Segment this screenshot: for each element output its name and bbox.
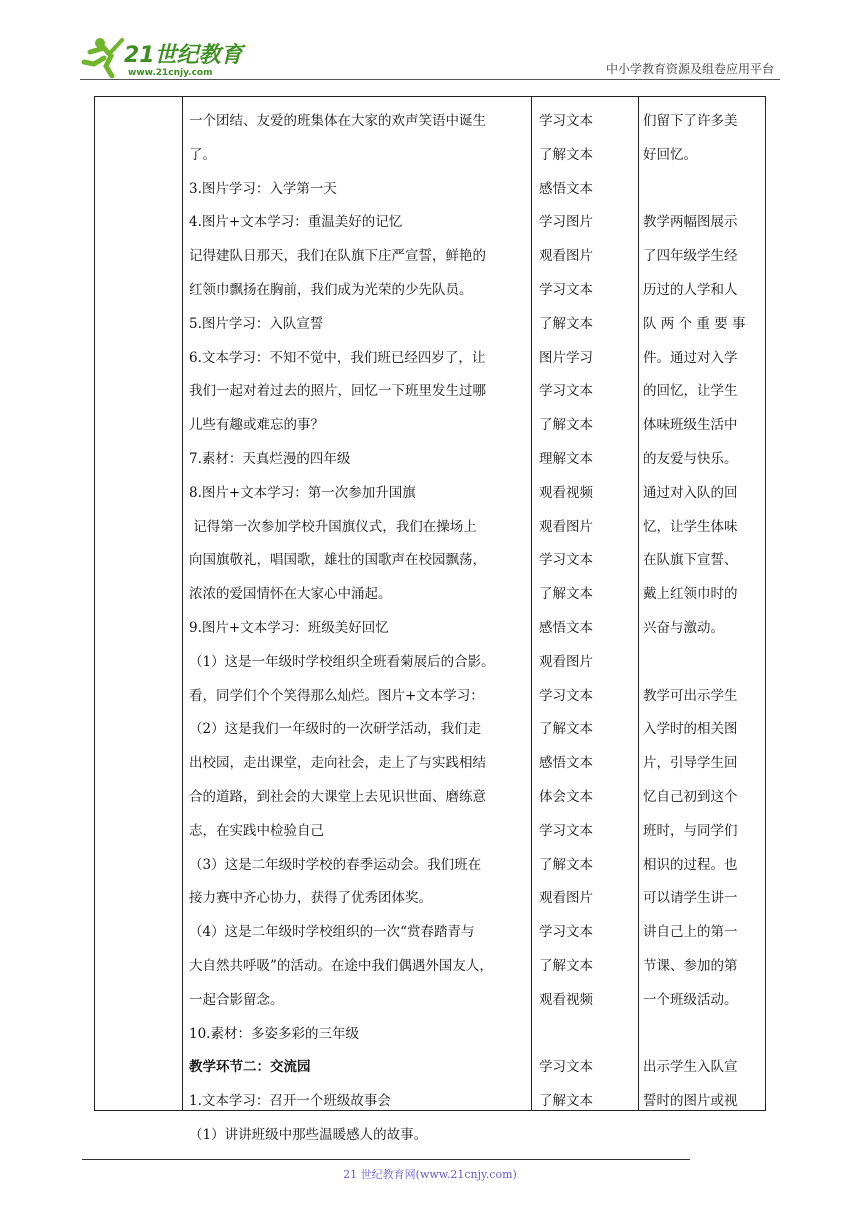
note-line: 通过对入队的回 (643, 484, 738, 501)
activity-line: 了解文本 (539, 856, 593, 873)
note-line: 班时，与同学们 (643, 822, 738, 839)
activity-line: 学习文本 (539, 113, 593, 129)
activity-line (539, 1018, 631, 1052)
section-heading: 教学环节二：交流园 (189, 1059, 311, 1076)
content-line: （2）这是我们一年级时的一次研学活动，我们走 (189, 721, 482, 738)
note-line: 可以请学生讲一 (643, 890, 738, 907)
activity-line: 观看图片 (539, 653, 593, 670)
content-line: 记得第一次参加学校升国旗仪式，我们在操场上 (189, 518, 477, 535)
content-line: （1）讲讲班级中那些温暖感人的故事。 (189, 1126, 428, 1143)
note-line: 队 两 个 重 要 事 (643, 315, 746, 332)
note-line (643, 646, 761, 680)
activity-line: 了解文本 (539, 957, 593, 974)
header-divider (80, 79, 780, 80)
note-line: 相识的过程。也 (643, 856, 738, 873)
note-line: 好回忆。 (643, 146, 697, 163)
activity-line: 学习文本 (539, 383, 593, 400)
content-line: （3）这是二年级时学校的春季运动会。我们班在 (189, 856, 482, 873)
site-name: 中小学教育资源及组卷应用平台 (605, 62, 774, 76)
activity-line: 学习文本 (539, 552, 593, 569)
activity-line: 观看图片 (539, 248, 593, 265)
content-line: 向国旗敬礼，唱国歌，雄壮的国歌声在校园飘荡， (189, 552, 486, 569)
note-line: 了四年级学生经 (643, 248, 738, 265)
note-line: 一个班级活动。 (643, 991, 738, 1008)
activity-line: 观看图片 (539, 890, 593, 907)
activity-line: 了解文本 (539, 146, 593, 163)
note-line: 誓时的图片或视 (643, 1093, 738, 1110)
activity-line: 观看图片 (539, 518, 593, 535)
content-line: 记得建队日那天，我们在队旗下庄严宣誓，鲜艳的 (189, 248, 486, 265)
content-line: （1）这是一年级时学校组织全班看菊展后的合影。 (189, 653, 495, 670)
activity-line: 感悟文本 (539, 180, 593, 197)
content-line: 看，同学们个个笑得那么灿烂。图片+文本学习： (189, 687, 484, 704)
note-line: 历过的人学和人 (643, 281, 738, 298)
note-line: 件。通过对入学 (643, 349, 738, 366)
logo-text: 21世纪教育 (124, 43, 243, 68)
content-line: 8.图片+文本学习：第一次参加升国旗 (189, 484, 416, 501)
activity-line: 学习文本 (539, 924, 593, 941)
student-activity-column (539, 105, 631, 1119)
note-line (643, 1018, 761, 1052)
activity-line: 学习文本 (539, 822, 593, 839)
activity-line: 图片学习 (539, 349, 593, 366)
note-line: 节课、参加的第 (643, 957, 738, 974)
content-line: 6.文本学习：不知不觉中，我们班已经四岁了，让 (189, 349, 486, 366)
content-line: 合的道路，到社会的大课堂上去见识世面、磨练意 (189, 788, 486, 805)
column-divider (182, 97, 183, 1110)
content-line: 一起合影留念。 (189, 991, 284, 1008)
note-line: 在队旗下宣誓、 (643, 552, 738, 569)
content-line: 1.文本学习：召开一个班级故事会 (189, 1093, 391, 1110)
note-line: 教学可出示学生 (643, 687, 738, 704)
activity-line: 观看视频 (539, 991, 593, 1008)
runner-icon (84, 38, 122, 76)
activity-line: 了解文本 (539, 586, 593, 603)
activity-line: 学习文本 (539, 687, 593, 704)
note-line: 忆，让学生体味 (643, 518, 738, 535)
lesson-table (94, 96, 766, 1143)
content-line: 了。 (189, 146, 216, 163)
note-line: 片，引导学生回 (643, 755, 738, 772)
content-line: 浓浓的爱国情怀在大家心中涌起。 (189, 586, 392, 603)
note-line: 讲自己上的第一 (643, 924, 738, 941)
activity-line: 学习文本 (539, 281, 593, 298)
activity-line: 感悟文本 (539, 619, 593, 636)
content-line: 出校园，走出课堂，走向社会，走上了与实践相结 (189, 755, 486, 772)
content-line: 我们一起对着过去的照片，回忆一下班里发生过哪 (189, 383, 486, 400)
footer-divider (82, 1159, 690, 1160)
content-line: 4.图片+文本学习：重温美好的记忆 (189, 214, 403, 231)
activity-line: 学习图片 (539, 214, 593, 231)
content-line: 志，在实践中检验自己 (189, 822, 324, 839)
design-intent-column (643, 105, 761, 1119)
note-line: 们留下了许多美 (643, 113, 738, 129)
activity-line: 了解文本 (539, 315, 593, 332)
content-line: 接力赛中齐心协力，获得了优秀团体奖。 (189, 890, 432, 907)
note-line: 的友爱与快乐。 (643, 450, 738, 467)
content-line: 红领巾飘扬在胸前，我们成为光荣的少先队员。 (189, 281, 473, 298)
site-logo (78, 34, 258, 78)
activity-line: 了解文本 (539, 1093, 593, 1110)
activity-line: 理解文本 (539, 450, 593, 467)
note-line: 戴上红领巾时的 (643, 586, 738, 603)
content-line: 10.素材：多姿多彩的三年级 (189, 1025, 359, 1042)
content-line: 9.图片+文本学习：班级美好回忆 (189, 619, 389, 636)
content-line: 一个团结、友爱的班集体在大家的欢声笑语中诞生 (189, 113, 486, 129)
note-line: 入学时的相关图 (643, 721, 738, 738)
activity-line: 了解文本 (539, 721, 593, 738)
note-line: 出示学生入队宣 (643, 1059, 738, 1076)
content-line: 大自然共呼吸”的活动。在途中我们偶遇外国友人， (189, 957, 493, 974)
note-line: 忆自己初到这个 (643, 788, 738, 805)
activity-line: 观看视频 (539, 484, 593, 501)
note-line: 体味班级生活中 (643, 417, 738, 434)
content-line: 3.图片学习：入学第一天 (189, 180, 337, 197)
content-line: 5.图片学习：入队宣誓 (189, 315, 324, 332)
note-line (643, 173, 761, 207)
logo-url: www.21cnjy.com (128, 68, 213, 78)
note-line: 兴奋与激动。 (643, 619, 724, 636)
activity-line: 体会文本 (539, 788, 593, 805)
activity-line: 了解文本 (539, 417, 593, 434)
activity-line: 感悟文本 (539, 755, 593, 772)
column-divider (638, 97, 639, 1110)
note-line: 的回忆，让学生 (643, 383, 738, 400)
content-line: 儿些有趣或难忘的事？ (189, 417, 324, 434)
footer-link[interactable]: 21 世纪教育网(www.21cnjy.com) (343, 1168, 517, 1181)
content-line: （4）这是二年级时学校组织的一次“赏春踏青与 (189, 924, 475, 941)
content-line: 7.素材：天真烂漫的四年级 (189, 450, 351, 467)
activity-line: 学习文本 (539, 1059, 593, 1076)
note-line: 教学两幅图展示 (643, 214, 738, 231)
